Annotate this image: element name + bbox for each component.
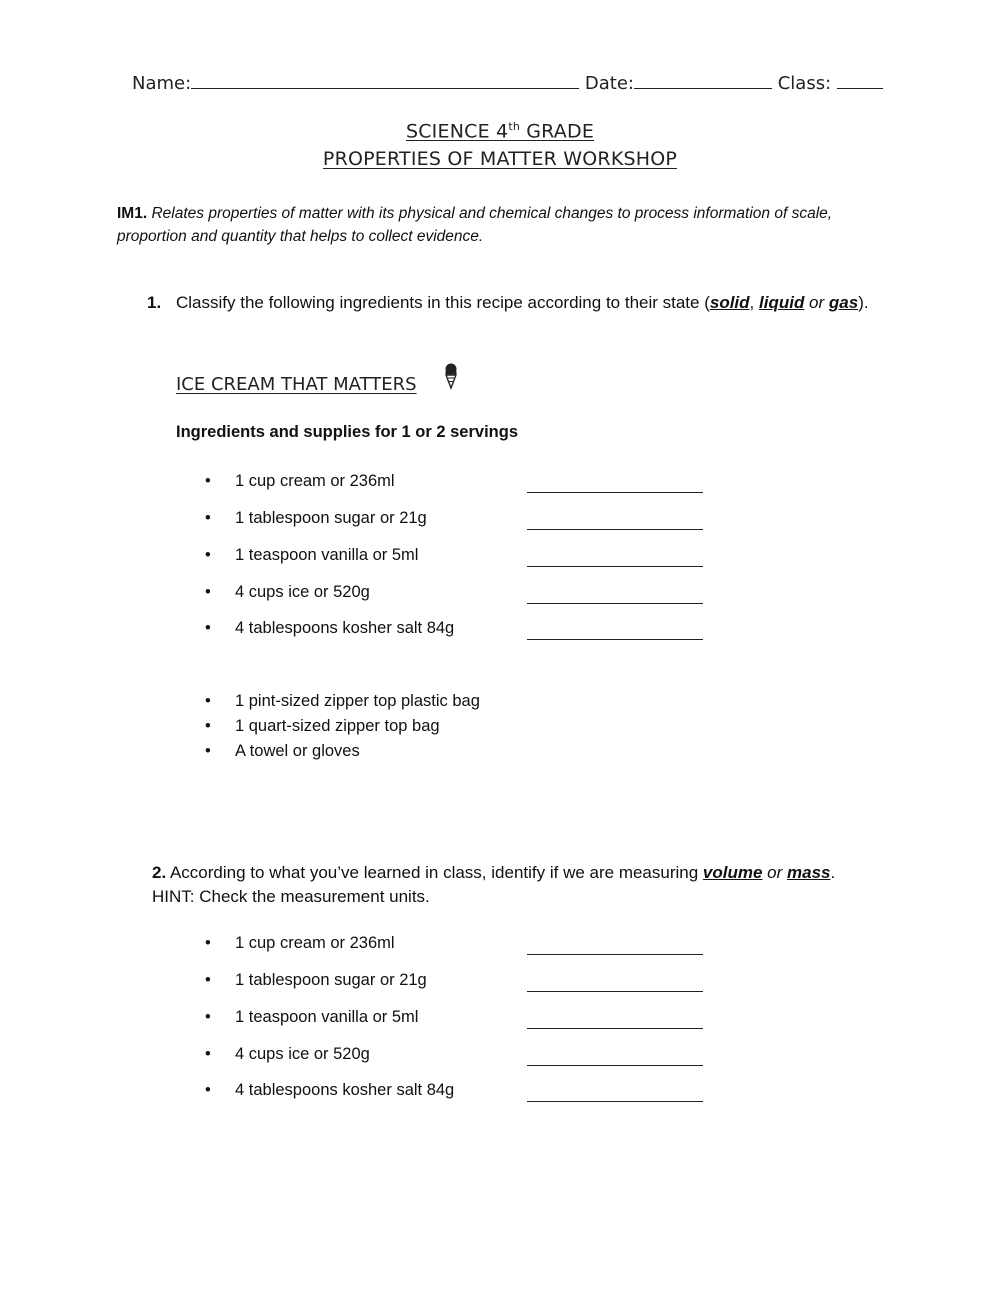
q2-answer-line-3[interactable] xyxy=(527,1010,703,1029)
keyword-solid: solid xyxy=(709,293,750,312)
keyword-volume: volume xyxy=(702,863,763,882)
recipe-title: ICE CREAM THAT MATTERS xyxy=(176,374,417,395)
q1-answer-line-3[interactable] xyxy=(527,548,703,567)
title-superscript: th xyxy=(508,120,520,133)
q2-answer-line-4[interactable] xyxy=(527,1047,703,1066)
title-grade-prefix: SCIENCE 4 xyxy=(405,120,509,143)
learning-standard xyxy=(117,203,897,248)
question-1-number: 1. xyxy=(147,293,162,312)
q1-answer-line-2[interactable] xyxy=(527,511,703,530)
keyword-gas: gas xyxy=(828,293,859,312)
name-label: Name: xyxy=(132,73,192,94)
keyword-mass: mass xyxy=(787,863,831,882)
question-2-prompt: 2. According to what you’ve learned in class, identify if we are measuring volume or mass. xyxy=(152,863,836,882)
keyword-liquid: liquid xyxy=(759,293,805,312)
date-label: Date: xyxy=(584,73,634,94)
q1-answer-line-4[interactable] xyxy=(527,585,703,604)
name-field[interactable] xyxy=(191,70,579,89)
q2-answer-line-1[interactable] xyxy=(527,936,703,955)
q2-answer-line-5[interactable] xyxy=(527,1083,703,1102)
ingredients-subheading: Ingredients and supplies for 1 or 2 servings xyxy=(176,423,519,441)
question-2-number: 2. xyxy=(152,863,167,882)
q1-answer-line-1[interactable] xyxy=(527,474,703,493)
q1-answer-line-5[interactable] xyxy=(527,621,703,640)
student-info-header xyxy=(132,70,883,94)
q2-answer-line-2[interactable] xyxy=(527,973,703,992)
question-1-prompt: Classify the following ingredients in this recipe according to their state (solid, liquid or gas). xyxy=(176,293,869,312)
standard-code: IM1. xyxy=(117,205,148,222)
worksheet-subtitle: PROPERTIES OF MATTER WORKSHOP xyxy=(322,148,678,170)
date-field[interactable] xyxy=(634,70,772,89)
standard-description: Relates properties of matter with its physical and chemical changes to process information of scale, proportion and quantity that helps to collect evidence. xyxy=(117,205,833,245)
title-grade-suffix: GRADE xyxy=(520,120,595,143)
class-field[interactable] xyxy=(837,70,883,89)
worksheet-title xyxy=(0,120,1000,142)
ice-cream-icon xyxy=(444,362,458,390)
question-2-hint: HINT: Check the measurement units. xyxy=(152,887,430,906)
class-label: Class: xyxy=(777,73,832,94)
